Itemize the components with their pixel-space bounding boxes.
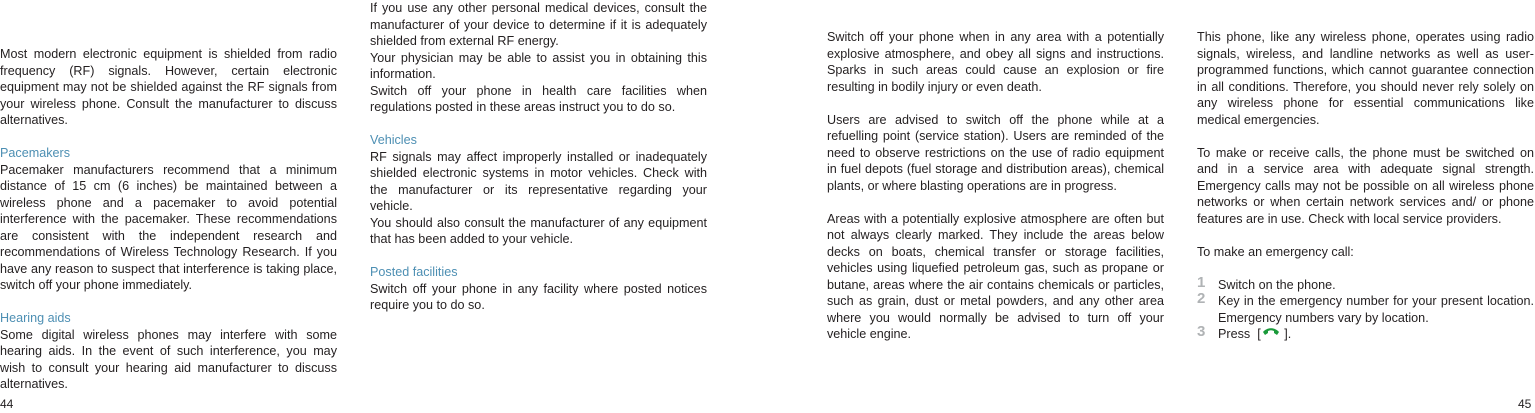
column-1 [0,46,337,393]
explosive-atmosphere-paragraph-3: Areas with a potentially explosive atmosphere are often but not always clearly marked. They include the areas below decks on boats, chemical transfer or storage facilities, vehicles using liquefied petroleum gas, such as propane or butane, areas where the air contains chemicals or particles, such as grain, dust or metal powders, and any other area where you would normally be advised to turn off your vehicle engine. [827,211,1164,341]
column-4 [1197,29,1534,345]
step-number: 3 [1197,323,1206,340]
intro-paragraph: Most modern electronic equipment is shielded from radio frequency (RF) signals. However, certain electronic equipment may not be shielded against the RF signals from your wireless phone. Consult the manufacturer to discuss alternatives. [0,47,337,127]
step-text-after-icon: ]. [1280,327,1292,341]
step-text-before-icon: Press [ [1218,327,1261,341]
step-number: 2 [1197,290,1206,307]
page-number-left: 44 [0,397,14,411]
hearing-aids-paragraph: Some digital wireless phones may interfere with some hearing aids. In the event of such interference, you may wish to consult your hearing aid manufacturer to discuss alternatives. [0,327,337,391]
vehicles-paragraph-1: RF signals may affect improperly installed or inadequately shielded electronic systems in motor vehicles. Check with the manufacturer or its representative regarding your vehicle. [370,149,707,213]
explosive-atmosphere-paragraph-1: Switch off your phone when in any area with a potentially explosive atmosphere, and obey all signs and instructions. Sparks in such areas could cause an explosion or fire resulting in bodily injury or even death. [827,30,1164,94]
column-2 [370,0,707,314]
step-number: 1 [1197,273,1206,291]
vehicles-heading: Vehicles [370,133,417,147]
list-item [1197,290,1534,326]
other-devices-paragraph-2: Your physician may be able to assist you in obtaining this information. [370,50,707,81]
posted-facilities-paragraph: Switch off your phone in any facility where posted notices require you to do so. [370,281,707,312]
explosive-atmosphere-paragraph-2: Users are advised to switch off the phone while at a refuelling point (service station). Users are reminded of the need to observe restrictions on the use of radio equipment in fuel depots (fuel storage and distribution areas), chemical plants, or where blasting operations are in progress. [827,112,1164,193]
call-key-icon [1261,328,1281,345]
vehicles-paragraph-2: You should also consult the manufacturer of any equipment that has been added to your vehicle. [370,215,707,246]
column-3 [827,29,1164,343]
hearing-aids-heading: Hearing aids [0,311,71,325]
emergency-paragraph-2: To make or receive calls, the phone must be switched on and in a service area with adequate signal strength. Emergency calls may not be possible on all wireless phone networks or when certain network services and/ or phone features are in use. Check with local service providers. [1197,145,1534,226]
page-number-right: 45 [1518,397,1532,411]
other-devices-paragraph-1: If you use any other personal medical devices, consult the manufacturer of your device to determine if it is adequately shielded from external RF energy. [370,1,707,48]
step-text: Key in the emergency number for your present location. Emergency numbers vary by location. [1218,294,1534,325]
list-item [1197,273,1534,294]
emergency-paragraph-1: This phone, like any wireless phone, operates using radio signals, wireless, and landline networks as well as user-programmed functions, which cannot guarantee connection in all conditions. Therefore, you should never rely solely on any wireless phone for essential communications like medical emergencies. [1197,30,1534,127]
health-care-paragraph: Switch off your phone in health care facilities when regulations posted in these areas instruct you to do so. [370,83,707,114]
step-text: Switch on the phone. [1218,277,1336,292]
pacemakers-paragraph: Pacemaker manufacturers recommend that a minimum distance of 15 cm (6 inches) be maintained between a wireless phone and a pacemaker to avoid potential interference with the pacemaker. These recommendations are consistent with the independent research and recommendations of Wireless Technology Research. If you have any reason to suspect that interference is taking place, switch off your phone immediately. [0,162,337,292]
posted-facilities-heading: Posted facilities [370,265,458,279]
emergency-paragraph-3: To make an emergency call: [1197,244,1354,259]
emergency-steps-list [1197,273,1534,345]
pacemakers-heading: Pacemakers [0,146,70,160]
list-item [1197,323,1534,345]
